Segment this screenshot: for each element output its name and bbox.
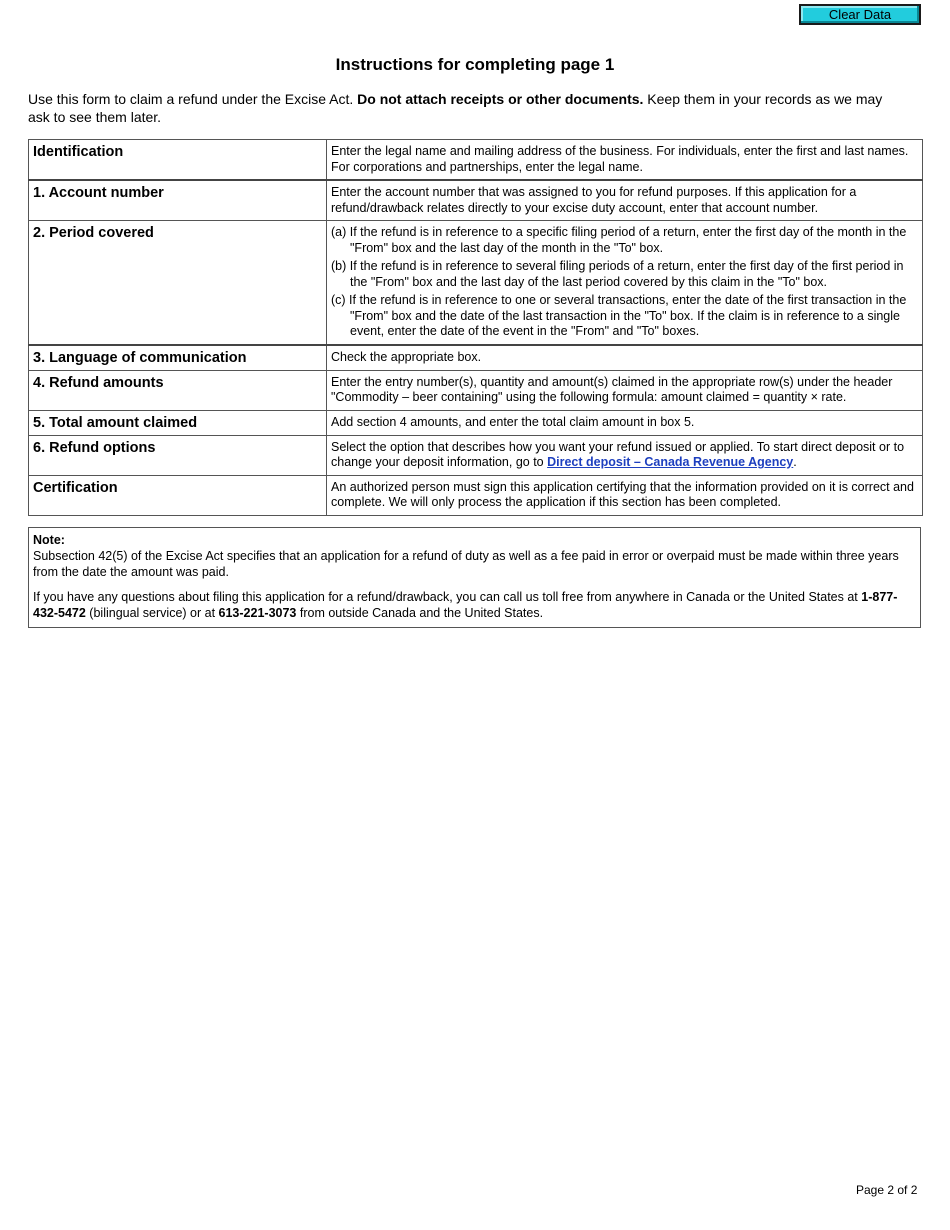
note-paragraph-1: Subsection 42(5) of the Excise Act specifies that an application for a refund of duty as well as a fee paid in error or overpaid must be made within three years from the date the amount was paid.	[33, 549, 899, 579]
row-label: Certification	[29, 475, 327, 515]
row-label: Identification	[29, 140, 327, 181]
intro-text: Use this form to claim a refund under the Excise Act.	[28, 91, 358, 107]
intro-text-end: Keep them in your records as we may ask to see them later.	[28, 91, 883, 125]
page-number: Page 2 of 2	[856, 1183, 918, 1197]
row-label: 2. Period covered	[29, 221, 327, 345]
intro-paragraph	[28, 90, 898, 126]
row-refund-options	[29, 435, 923, 475]
instructions-table	[28, 139, 923, 516]
row-label: 4. Refund amounts	[29, 370, 327, 410]
row-description: Enter the account number that was assigned to you for refund purposes. If this application for a refund/drawback relates directly to your excise duty account, enter that account number.	[327, 180, 923, 221]
row-description: Enter the legal name and mailing address of the business. For individuals, enter the first and last names. For corporations and partnerships, enter the legal name.	[327, 140, 923, 181]
row-period-covered	[29, 221, 923, 345]
row-refund-amounts	[29, 370, 923, 410]
direct-deposit-link[interactable]: Direct deposit – Canada Revenue Agency	[547, 455, 794, 469]
row-description: Add section 4 amounts, and enter the total claim amount in box 5.	[327, 410, 923, 435]
note-text: (bilingual service) or at	[85, 606, 219, 620]
note-paragraph-2	[33, 589, 916, 621]
period-item-b: (b) If the refund is in reference to several filing periods of a return, enter the first day of the first period in the "From" box and the last day of the last period covered by this claim in the "To" box.	[331, 259, 904, 289]
row-label: 6. Refund options	[29, 435, 327, 475]
phone-outside: 613-221-3073	[218, 606, 297, 620]
row-account-number	[29, 180, 923, 221]
row-identification	[29, 140, 923, 181]
clear-data-button[interactable]: Clear Data	[799, 4, 921, 25]
row-description	[327, 221, 923, 345]
row-description: An authorized person must sign this application certifying that the information provided on it is correct and complete. We will only process the application if this section has been completed.	[327, 475, 923, 515]
row-language	[29, 345, 923, 371]
note-text: If you have any questions about filing this application for a refund/drawback, you can call us toll free from anywhere in Canada or the United States at	[33, 590, 862, 604]
refund-options-text: Select the option that describes how you want your refund issued or applied. To start direct deposit or to change your deposit information, go to	[331, 439, 905, 469]
note-box	[28, 527, 921, 628]
phone-tollfree: 1-877-432-5472	[33, 590, 898, 620]
row-description: Check the appropriate box.	[327, 345, 923, 371]
row-label: 5. Total amount claimed	[29, 410, 327, 435]
row-description	[327, 435, 923, 475]
note-text: from outside Canada and the United States.	[296, 606, 544, 620]
row-total-amount	[29, 410, 923, 435]
page-title: Instructions for completing page 1	[335, 55, 615, 74]
row-description: Enter the entry number(s), quantity and amount(s) claimed in the appropriate row(s) under the header "Commodity – beer containing" using the following formula: amount claimed = quantity × rate.	[327, 370, 923, 410]
intro-bold-text: Do not attach receipts or other documents.	[357, 91, 644, 107]
row-certification	[29, 475, 923, 515]
row-label: 1. Account number	[29, 180, 327, 221]
period-item-c: (c) If the refund is in reference to one or several transactions, enter the date of the first transaction in the "From" box and the date of the last transaction in the "To" box. If the claim is in reference to a single event, enter the date of the event in the "From" and "To" boxes.	[331, 293, 907, 338]
note-title: Note:	[33, 533, 65, 547]
row-label: 3. Language of communication	[29, 345, 327, 371]
period-item-a: (a) If the refund is in reference to a specific filing period of a return, enter the first day of the month in the "From" box and the last day of the month in the "To" box.	[331, 225, 907, 255]
refund-options-end: .	[793, 455, 797, 469]
